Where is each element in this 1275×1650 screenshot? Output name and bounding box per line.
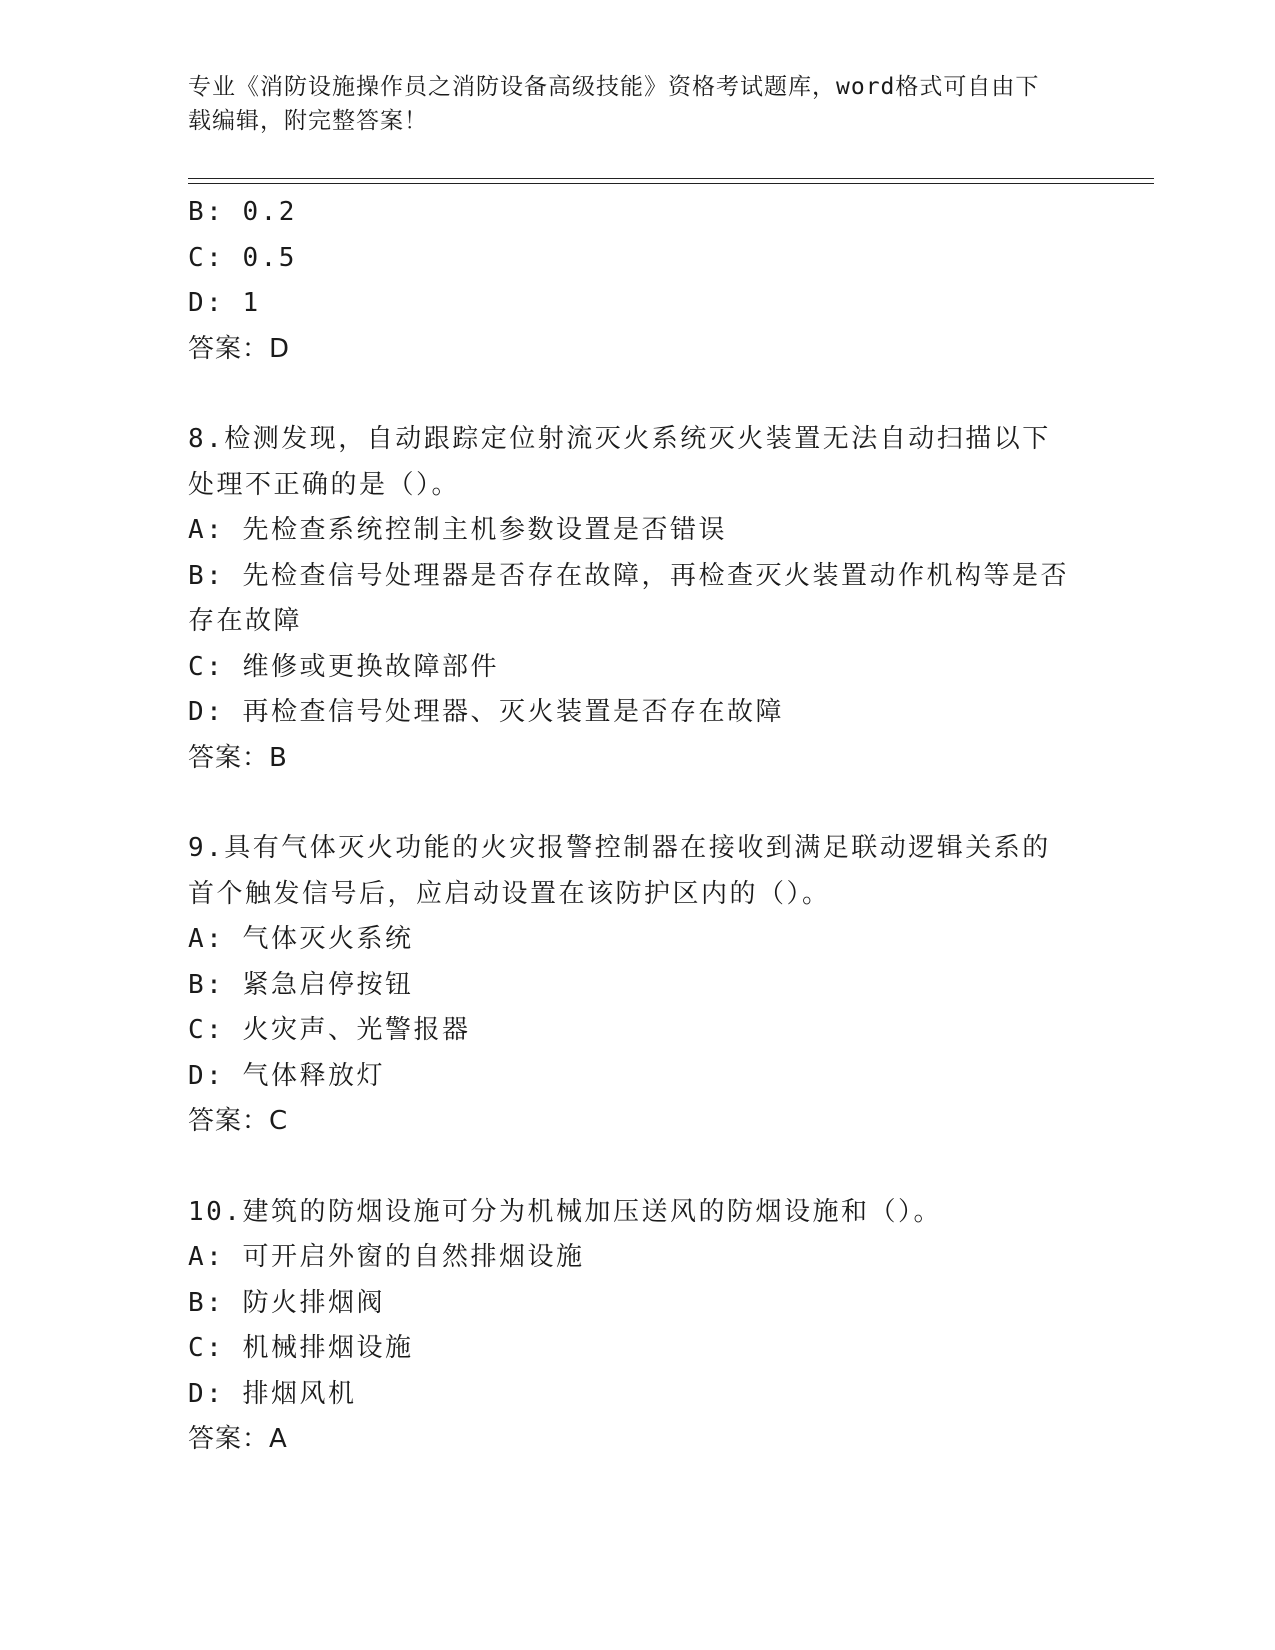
- question-9: [188, 826, 1088, 1145]
- question-spacer: [188, 1145, 1088, 1190]
- answer-label: 答案：B: [188, 742, 288, 773]
- option-b: B: 紧急启停按钮: [188, 969, 414, 1000]
- answer-label: 答案：A: [188, 1424, 288, 1454]
- question-stem: 处理不正确的是（）。: [188, 469, 461, 500]
- question-stem: 首个触发信号后，应启动设置在该防护区内的（）。: [188, 878, 831, 909]
- option-b-continued: 存在故障: [188, 606, 303, 636]
- option-d: D: 1: [188, 288, 261, 318]
- option-a: A: 可开启外窗的自然排烟设施: [188, 1242, 585, 1272]
- option-c: C: 维修或更换故障部件: [188, 651, 499, 682]
- question-stem: 8.检测发现，自动跟踪定位射流灭火系统灭火装置无法自动扫描以下: [188, 424, 1051, 454]
- header-line-2: 载编辑，附完整答案！: [188, 108, 428, 134]
- question-spacer: [188, 781, 1088, 826]
- option-c: C: 机械排烟设施: [188, 1333, 414, 1363]
- question-stem: 9.具有气体灭火功能的火灾报警控制器在接收到满足联动逻辑关系的: [188, 833, 1051, 863]
- option-d: D: 气体释放灯: [188, 1060, 385, 1091]
- option-d: D: 再检查信号处理器、灭火装置是否存在故障: [188, 697, 784, 727]
- option-b: B: 先检查信号处理器是否存在故障，再检查灭火装置动作机构等是否: [188, 560, 1069, 591]
- option-b: B: 防火排烟阀: [188, 1287, 385, 1318]
- answer-label: 答案：D: [188, 333, 291, 364]
- header-line-1: 专业《消防设施操作员之消防设备高级技能》资格考试题库，word格式可自由下: [188, 74, 1040, 100]
- question-list: [188, 190, 1088, 1463]
- document-header: [188, 70, 1068, 138]
- question-8: [188, 417, 1088, 781]
- option-a: A: 先检查系统控制主机参数设置是否错误: [188, 515, 727, 545]
- answer-label: 答案：C: [188, 1106, 289, 1136]
- header-divider-bottom: [188, 183, 1154, 184]
- header-divider-top: [188, 178, 1154, 179]
- question-10: [188, 1190, 1088, 1463]
- option-b: B: 0.2: [188, 197, 297, 227]
- option-c: C: 0.5: [188, 242, 297, 273]
- question-7-continued: [188, 190, 1088, 372]
- option-d: D: 排烟风机: [188, 1378, 357, 1409]
- option-a: A: 气体灭火系统: [188, 924, 414, 954]
- question-stem: 10.建筑的防烟设施可分为机械加压送风的防烟设施和（）。: [188, 1196, 942, 1227]
- question-spacer: [188, 372, 1088, 417]
- option-c: C: 火灾声、光警报器: [188, 1015, 471, 1045]
